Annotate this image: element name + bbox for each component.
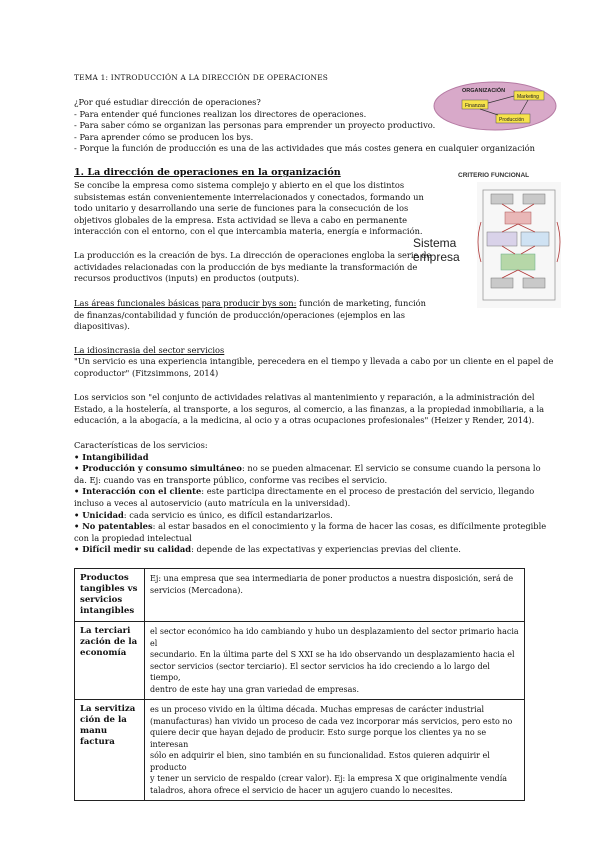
idiosincrasia-heading: La idiosincrasia del sector servicios	[74, 345, 225, 355]
caracteristicas-list	[74, 440, 546, 556]
row-key	[75, 569, 145, 622]
key-line: factura	[80, 737, 115, 747]
key-line: tangibles vs	[80, 584, 138, 594]
quote-fitzsimmons	[74, 356, 553, 379]
process-box	[501, 254, 535, 270]
areas-text: función de marketing, función	[296, 298, 426, 308]
list-item	[74, 510, 546, 522]
criterio-funcional-diagram	[477, 182, 561, 308]
text-line: interacción con el entorno, con el que intercambia materia, energía e información.	[74, 226, 423, 237]
quote-heizer-render	[74, 392, 544, 427]
process-box	[523, 194, 545, 204]
text-line: objetivos globales de la empresa. Esta actividad se lleva a cabo en permanente	[74, 214, 408, 225]
text-line: Ej: una empresa que sea intermediaria de poner productos a nuestra disposición, será de	[150, 574, 514, 583]
text-line: Estado, a la hostelería, al transporte, a los seguros, al comercio, a las finanzas, a la propiedad inmobiliaria, a la	[74, 403, 545, 414]
table-row	[75, 569, 525, 622]
key-line: La terciari	[80, 626, 131, 636]
text-line: Se concibe la empresa como sistema complejo y abierto en el que los distintos	[74, 180, 405, 190]
process-box	[491, 194, 513, 204]
item-text: : este participa directamente en el proceso de prestación del servicio, llegando	[201, 486, 535, 497]
text-line: taladros, ahora ofrece el servicio de hacer un agujero cuando lo necesites.	[150, 785, 453, 795]
list-item	[74, 463, 546, 475]
process-box	[505, 212, 531, 224]
list-item	[74, 452, 546, 464]
process-box	[487, 232, 517, 246]
process-box	[521, 232, 549, 246]
text-line: y tener un servicio de respaldo (crear valor). Ej: la empresa X que originalmente vendía	[150, 774, 508, 783]
item-term: • Intangibilidad	[74, 451, 149, 462]
areas-lead: Las áreas funcionales básicas para producir bys son:	[74, 298, 297, 308]
text-line: es un proceso vivido en la última década. Muchas empresas de carácter industrial	[150, 705, 485, 714]
label-line: Sistema	[413, 236, 457, 250]
text-line: (manufacturas) han vivido un proceso de cada vez incorporar más servicios, pero esto no	[150, 716, 513, 726]
key-line: zación de la	[80, 637, 138, 647]
item-text: : no se pueden almacenar. El servicio se consume cuando la persona lo	[241, 463, 541, 474]
section1-paragraph2	[74, 250, 431, 285]
why-bullet: - Para saber cómo se organizan las personas para emprender un proyecto productivo.	[74, 120, 436, 131]
list-item	[74, 486, 546, 498]
key-line: La servitiza	[80, 704, 136, 714]
key-line: Productos	[80, 573, 129, 583]
why-bullet: - Porque la función de producción es una de las actividades que más costes genera en cualquier organización	[74, 143, 536, 154]
text-line: "Un servicio es una experiencia intangible, perecedera en el tiempo y llevada a cabo por un cliente en el papel de	[74, 356, 554, 366]
text-line: Los servicios son "el conjunto de actividades relativas al mantenimiento y reparación, a la administración del	[74, 392, 535, 402]
page-title: TEMA 1: INTRODUCCIÓN A LA DIRECCIÓN DE OPERACIONES	[74, 73, 329, 82]
organization-diagram	[432, 80, 558, 132]
key-line: manu	[80, 726, 108, 736]
section1-paragraph1	[74, 180, 424, 238]
text-line: de finanzas/contabilidad y función de producción/operaciones (ejemplos en las	[74, 309, 406, 320]
item-text: : al estar basados en el conocimiento y la forma de hacer las cosas, es difícilmente protegible	[152, 521, 547, 532]
text-line: incluso a veces al autoservicio (auto matrícula en la universidad).	[74, 497, 351, 508]
key-line: economía	[80, 648, 127, 658]
row-text	[145, 622, 525, 700]
table-row	[75, 700, 525, 801]
why-bullet: - Para entender qué funciones realizan los directores de operaciones.	[74, 108, 367, 119]
text-line: sólo en adquirir el bien, sino también en su funcionalidad. Estos quieren adquirir el producto	[150, 751, 490, 772]
key-line: intangibles	[80, 606, 135, 616]
item-term: • Unicidad	[74, 509, 124, 520]
key-line: servicios	[80, 595, 123, 605]
table-row	[75, 622, 525, 700]
text-line: todo unitario y desarrollando una serie de funciones para la consecución de los	[74, 203, 409, 214]
text-line: diapositivas).	[74, 321, 130, 332]
item-text: : cada servicio es único, es difícil estandarizarlos.	[123, 509, 333, 520]
criterio-title: CRITERIO FUNCIONAL	[458, 172, 530, 179]
why-bullet: - Para aprender cómo se producen los bys.	[74, 131, 254, 142]
process-box	[491, 278, 513, 288]
item-term: • Interacción con el cliente	[74, 486, 202, 497]
text-line: quiere decir que hayan dejado de producir. Esto surge porque los clientes ya no se interesan	[150, 728, 487, 749]
services-table	[74, 568, 525, 801]
section1-paragraph3	[74, 298, 426, 333]
item-term: • No patentables	[74, 521, 153, 532]
text-line: el sector económico ha ido cambiando y hubo un desplazamiento del sector primario hacia el	[150, 627, 519, 648]
text-line: coproductor" (Fitzsimmons, 2014)	[74, 367, 219, 378]
produccion-label: Producción	[499, 117, 525, 123]
org-title: ORGANIZACIÓN	[462, 88, 506, 94]
text-line: da. Ej: cuando vas en transporte público, conforme vas recibes el servicio.	[74, 474, 388, 485]
list-item	[74, 544, 546, 556]
text-line: actividades relacionadas con la producción de bys mediante la transformación de	[74, 261, 418, 272]
text-line: con la propiedad intelectual	[74, 532, 192, 543]
caracteristicas-heading: Características de los servicios:	[74, 440, 208, 450]
item-term: • Difícil medir su calidad	[74, 544, 192, 555]
finanzas-label: Finanzas	[465, 103, 486, 109]
text-line: La producción es la creación de bys. La dirección de operaciones engloba la serie de	[74, 250, 432, 260]
process-box	[523, 278, 545, 288]
row-key	[75, 700, 145, 801]
row-key	[75, 622, 145, 700]
row-text	[145, 569, 525, 622]
text-line: dentro de este hay una gran variedad de empresas.	[150, 684, 360, 694]
text-line	[74, 298, 426, 310]
why-question: ¿Por qué estudiar dirección de operaciones?	[74, 97, 261, 107]
text-line: secundario. En la última parte del S XXI se ha ido observando un desplazamiento hacia el	[150, 650, 515, 659]
item-term: • Producción y consumo simultáneo	[74, 463, 242, 474]
sistema-empresa-label	[413, 236, 460, 264]
text-line: sector servicios (sector terciario). El sector servicios ha ido creciendo a lo largo del tiempo,	[150, 661, 490, 682]
row-text	[145, 700, 525, 801]
text-line: educación, a la abogacía, a la medicina, al ocio y a otras ocupaciones profesionales" (Heizer y Render, 2014).	[74, 415, 535, 426]
text-line: recursos productivos (inputs) en productos (outputs).	[74, 273, 300, 284]
item-text: : depende de las expectativas y experiencias previas del cliente.	[191, 544, 461, 555]
list-item	[74, 521, 546, 533]
text-line: servicios (Mercadona).	[150, 585, 243, 595]
key-line: ción de la	[80, 715, 127, 725]
marketing-label: Marketing	[517, 94, 539, 100]
label-line: empresa	[413, 250, 460, 264]
section1-heading: 1. La dirección de operaciones en la organización	[74, 167, 341, 178]
text-line: subsistemas están convenientemente interrelacionados y conectados, formando un	[74, 191, 424, 202]
